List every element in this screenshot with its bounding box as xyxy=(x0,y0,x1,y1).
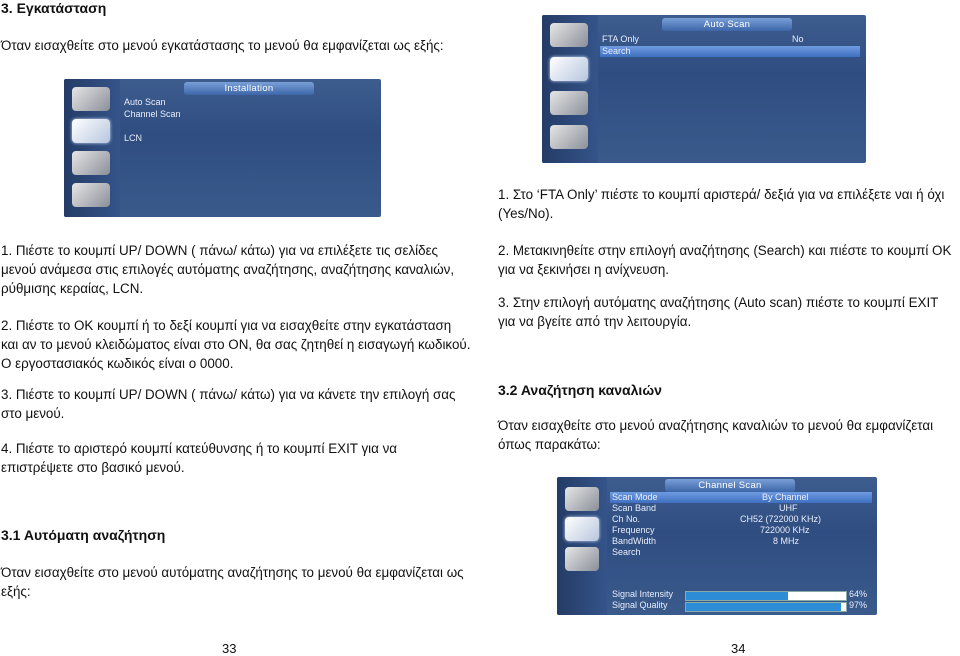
satellite-icon xyxy=(72,119,110,143)
menu-item-auto-scan: Auto Scan xyxy=(124,97,166,107)
signal-quality-value: 97% xyxy=(849,600,868,610)
page-number-right: 34 xyxy=(731,641,746,656)
installation-step-1: 1. Πιέστε το κουμπί UP/ DOWN ( πάνω/ κάτω) για να επιλέξετε τις σελίδες μενού ανάμεσα στις επιλογές αυτόματης αναζήτησης, αναζήτησης καναλιών, ρύθμισης κεραίας, LCN. xyxy=(1,243,455,296)
fta-only-value: No xyxy=(792,34,804,44)
menu-icon-column xyxy=(557,477,607,615)
frequency-label: Frequency xyxy=(612,525,655,535)
menu-icon-column xyxy=(64,79,120,217)
frequency-value: 722000 KHz xyxy=(760,525,810,535)
menu-icon-column xyxy=(542,15,598,163)
channel-scan-menu-screenshot xyxy=(557,477,877,615)
auto-scan-step-3: 3. Στην επιλογή αυτόματης αναζήτησης (Auto scan) πιέστε το κουμπί EXIT για να βγείτε από την λειτουργία. xyxy=(498,295,939,329)
search-label: Search xyxy=(602,46,631,56)
tv-icon xyxy=(565,487,599,511)
section-heading-auto-scan: 3.1 Αυτόματη αναζήτηση xyxy=(1,527,166,543)
film-icon xyxy=(72,183,110,207)
installation-menu-screenshot xyxy=(64,79,381,217)
ch-no-value: CH52 (722000 KHz) xyxy=(740,514,822,524)
tv-icon xyxy=(72,87,110,111)
section-heading-channel-scan: 3.2 Αναζήτηση καναλιών xyxy=(498,382,662,398)
fta-only-row xyxy=(600,34,860,45)
installation-step-2: 2. Πιέστε το OK κουμπί ή το δεξί κουμπί για να εισαχθείτε στην εγκατάσταση και αν το μενού κλειδώματος είναι στο ON, θα σας ζητηθεί η εισαγωγή κωδικού. Ο εργοστασιακός κωδικός είναι ο 0000. xyxy=(1,318,471,371)
bandwidth-value: 8 MHz xyxy=(773,536,800,546)
signal-intensity-bar xyxy=(685,591,847,601)
search-label: Search xyxy=(612,547,641,557)
film-icon xyxy=(550,125,588,149)
settings-icon xyxy=(72,151,110,175)
signal-intensity-value: 64% xyxy=(849,589,868,599)
satellite-icon xyxy=(565,517,599,541)
auto-scan-menu-screenshot xyxy=(542,15,866,163)
screen-title: Channel Scan xyxy=(665,479,795,492)
signal-intensity-fill xyxy=(686,592,788,600)
search-row xyxy=(600,46,860,57)
signal-quality-bar xyxy=(685,602,847,612)
fta-only-label: FTA Only xyxy=(602,34,639,44)
bandwidth-label: BandWidth xyxy=(612,536,657,546)
screen-title: Installation xyxy=(184,82,314,95)
auto-scan-intro: Όταν εισαχθείτε στο μενού αυτόματης αναζήτησης το μενού θα εμφανίζεται ως εξής: xyxy=(1,565,464,599)
scan-band-value: UHF xyxy=(779,503,798,513)
screen-title: Auto Scan xyxy=(662,18,792,31)
settings-icon xyxy=(565,547,599,571)
signal-quality-fill xyxy=(686,603,841,611)
satellite-icon xyxy=(550,57,588,81)
installation-step-4: 4. Πιέστε το αριστερό κουμπί κατεύθυνσης ή το κουμπί EXIT για να επιστρέψετε στο βασικό μενού. xyxy=(1,441,398,475)
auto-scan-step-1: 1. Στο ‘FTA Only’ πιέστε το κουμπί αριστερά/ δεξιά για να επιλέξετε ναι ή όχι (Yes/No). xyxy=(498,187,945,221)
section-heading-installation: 3. Εγκατάσταση xyxy=(1,0,107,16)
ch-no-label: Ch No. xyxy=(612,514,641,524)
settings-icon xyxy=(550,91,588,115)
scan-band-label: Scan Band xyxy=(612,503,657,513)
menu-item-channel-scan: Channel Scan xyxy=(124,109,181,119)
auto-scan-step-2: 2. Μετακινηθείτε στην επιλογή αναζήτησης (Search) και πιέστε το κουμπί OK για να ξεκινήσει η ανίχνευση. xyxy=(498,243,952,277)
scan-mode-label: Scan Mode xyxy=(612,492,658,502)
menu-item-lcn: LCN xyxy=(124,133,143,143)
channel-scan-intro: Όταν εισαχθείτε στο μενού αναζήτησης καναλιών το μενού θα εμφανίζεται όπως παρακάτω: xyxy=(498,418,934,452)
signal-quality-label: Signal Quality xyxy=(612,600,668,610)
installation-step-3: 3. Πιέστε το κουμπί UP/ DOWN ( πάνω/ κάτω) για να κάνετε την επιλογή σας στο μενού. xyxy=(1,387,456,421)
signal-intensity-label: Signal Intensity xyxy=(612,589,674,599)
page-number-left: 33 xyxy=(222,641,237,656)
scan-mode-value: By Channel xyxy=(762,492,809,502)
tv-icon xyxy=(550,23,588,47)
installation-intro: Όταν εισαχθείτε στο μενού εγκατάστασης το μενού θα εμφανίζεται ως εξής: xyxy=(1,38,444,53)
